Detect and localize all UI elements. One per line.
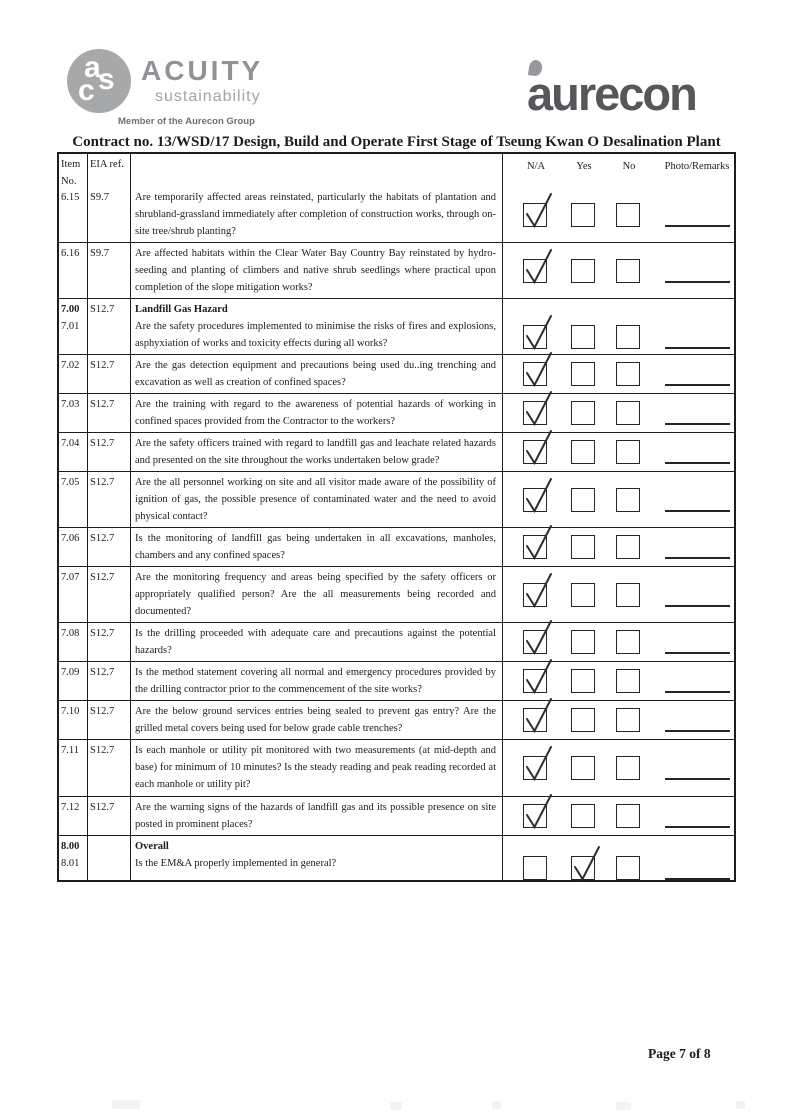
checkbox-na[interactable] [523, 325, 547, 349]
checkbox-yes[interactable] [571, 259, 595, 283]
scan-artifact [112, 1100, 140, 1109]
checkbox-na[interactable] [523, 583, 547, 607]
item-number: 6.16 [61, 248, 80, 259]
page-number: Page 7 of 8 [648, 1046, 711, 1061]
header-eia-ref: EIA ref. [88, 154, 131, 187]
question-text: Are affected habitats within the Clear Water Bay Country Bay reinstated by hydro-seeding and planting of climbers and native shrub seedlings where practical upon completion of the slope mitigation works? [135, 248, 496, 293]
checkbox-no[interactable] [616, 488, 640, 512]
remarks-line[interactable] [665, 535, 730, 559]
item-number: 7.12 [61, 802, 80, 813]
header-question [131, 154, 503, 187]
header-answer-columns [503, 154, 734, 187]
header-na: N/A [526, 161, 546, 172]
checkbox-yes[interactable] [571, 630, 595, 654]
table-row [59, 661, 734, 700]
tick-mark-icon [521, 792, 554, 833]
checkbox-yes[interactable] [571, 756, 595, 780]
checkbox-no[interactable] [616, 362, 640, 386]
scan-artifact [736, 1101, 745, 1109]
item-number: 7.09 [61, 667, 80, 678]
question-text: Are temporarily affected areas reinstated, particularly the habitats of plantation and shrubland-grassland immediately after completion of construction works, through on-site tree/shrub planting? [135, 192, 496, 237]
scan-artifact [616, 1102, 631, 1110]
checkbox-no[interactable] [616, 583, 640, 607]
tick-mark-icon [521, 191, 554, 232]
remarks-line[interactable] [665, 630, 730, 654]
table-row [59, 471, 734, 527]
item-number: 8.01 [61, 858, 80, 869]
section-title: Landfill Gas Hazard [135, 304, 228, 315]
remarks-line[interactable] [665, 488, 730, 512]
remarks-line[interactable] [665, 325, 730, 349]
checkbox-yes[interactable] [571, 325, 595, 349]
acuity-logo-text: ACUITY [141, 55, 264, 86]
tick-mark-icon [521, 523, 554, 564]
remarks-line[interactable] [665, 583, 730, 607]
checkbox-no[interactable] [616, 669, 640, 693]
scan-artifact [390, 1102, 402, 1110]
question-text: Are the below ground services entries being sealed to prevent gas entry? Are the grilled metal covers being used for below grade cable trenches? [135, 706, 496, 734]
checkbox-na[interactable] [523, 488, 547, 512]
remarks-line[interactable] [665, 708, 730, 732]
eia-ref: S12.7 [90, 304, 115, 315]
checkbox-yes[interactable] [571, 856, 595, 880]
table-row [59, 242, 734, 298]
eia-ref: S9.7 [90, 192, 109, 203]
remarks-line[interactable] [665, 401, 730, 425]
eia-ref: S12.7 [90, 533, 115, 544]
item-number: 7.03 [61, 399, 80, 410]
checkbox-na[interactable] [523, 362, 547, 386]
tick-mark-icon [569, 844, 602, 885]
tick-mark-icon [521, 744, 554, 785]
remarks-line[interactable] [665, 756, 730, 780]
item-number: 7.06 [61, 533, 80, 544]
eia-ref: S12.7 [90, 477, 115, 488]
remarks-line[interactable] [665, 203, 730, 227]
checkbox-yes[interactable] [571, 440, 595, 464]
item-number: 7.05 [61, 477, 80, 488]
item-number: 6.15 [61, 192, 80, 203]
table-row [59, 432, 734, 471]
eia-ref: S12.7 [90, 667, 115, 678]
monogram-letter-c: c [78, 74, 95, 107]
aurecon-logo-text: aurecon [527, 67, 696, 120]
checkbox-na[interactable] [523, 804, 547, 828]
table-body [59, 187, 734, 880]
checkbox-yes[interactable] [571, 708, 595, 732]
eia-ref: S12.7 [90, 628, 115, 639]
remarks-line[interactable] [665, 804, 730, 828]
tick-mark-icon [521, 247, 554, 288]
question-text: Are the monitoring frequency and areas being specified by the safety officers or appropriately qualified person? Are the all measurements being recorded and documented? [135, 572, 496, 617]
checkbox-na[interactable] [523, 259, 547, 283]
tick-mark-icon [521, 696, 554, 737]
acuity-monogram-icon [67, 49, 131, 113]
tick-mark-icon [521, 618, 554, 659]
checkbox-no[interactable] [616, 440, 640, 464]
question-text: Are the gas detection equipment and precautions being used du..ing trenching and excavation as well as creation of confined spaces? [135, 360, 496, 388]
remarks-line[interactable] [665, 669, 730, 693]
section-number: 8.00 [61, 841, 80, 852]
eia-ref: S9.7 [90, 248, 109, 259]
monogram-letter-a: a [84, 51, 101, 84]
question-text: Is the drilling proceeded with adequate care and precautions against the potential hazards? [135, 628, 496, 656]
table-row [59, 566, 734, 622]
checkbox-na[interactable] [523, 440, 547, 464]
question-text: Is the EM&A properly implemented in general? [135, 858, 337, 869]
table-row [59, 393, 734, 432]
table-row [59, 622, 734, 661]
question-text: Are the safety procedures implemented to minimise the risks of fires and explosions, asphyxiation of works and toxicity effects during all works? [135, 321, 496, 349]
checkbox-yes[interactable] [571, 583, 595, 607]
remarks-line[interactable] [665, 440, 730, 464]
checkbox-no[interactable] [616, 630, 640, 654]
header-yes: Yes [576, 161, 592, 172]
eia-ref: S12.7 [90, 438, 115, 449]
checkbox-yes[interactable] [571, 401, 595, 425]
question-text: Are the training with regard to the awareness of potential hazards of working in confined spaces provided from the Contractor to the workers? [135, 399, 496, 427]
checkbox-no[interactable] [616, 259, 640, 283]
table-row [59, 700, 734, 739]
checkbox-no[interactable] [616, 856, 640, 880]
item-number: 7.04 [61, 438, 80, 449]
eia-ref: S12.7 [90, 572, 115, 583]
tick-mark-icon [521, 428, 554, 469]
checkbox-no[interactable] [616, 203, 640, 227]
tick-mark-icon [521, 350, 554, 391]
remarks-line[interactable] [665, 362, 730, 386]
scan-artifact [492, 1101, 501, 1109]
eia-ref: S12.7 [90, 360, 115, 371]
tick-mark-icon [521, 476, 554, 517]
checkbox-yes[interactable] [571, 488, 595, 512]
item-number: 7.02 [61, 360, 80, 371]
item-number: 7.10 [61, 706, 80, 717]
checkbox-na[interactable] [523, 203, 547, 227]
question-text: Is the method statement covering all normal and emergency procedures provided by the drilling contractor prior to the commencement of the site works? [135, 667, 496, 695]
eia-ref: S12.7 [90, 802, 115, 813]
table-row [59, 835, 734, 880]
remarks-line[interactable] [665, 259, 730, 283]
question-text: Is the monitoring of landfill gas being undertaken in all excavations, manholes, chambers and any confined spaces? [135, 533, 496, 561]
table-row [59, 298, 734, 354]
checkbox-na[interactable] [523, 708, 547, 732]
checkbox-no[interactable] [616, 325, 640, 349]
checkbox-na[interactable] [523, 856, 547, 880]
checkbox-yes[interactable] [571, 362, 595, 386]
question-text: Are the all personnel working on site and all visitor made aware of the possibility of ignition of gas, the possible presence of contaminated water and the need to avoid physical contact? [135, 477, 496, 522]
table-row [59, 739, 734, 796]
checkbox-no[interactable] [616, 708, 640, 732]
item-number: 7.01 [61, 321, 80, 332]
remarks-line[interactable] [665, 856, 730, 880]
header-item-no: Item No. [59, 154, 88, 187]
eia-ref: S12.7 [90, 745, 115, 756]
header-no: No [622, 161, 636, 172]
section-number: 7.00 [61, 304, 80, 315]
table-row [59, 187, 734, 242]
item-number: 7.08 [61, 628, 80, 639]
table-row [59, 354, 734, 393]
checkbox-na[interactable] [523, 630, 547, 654]
acuity-subtitle: sustainability [155, 88, 261, 105]
checkbox-no[interactable] [616, 535, 640, 559]
aurecon-logo [527, 56, 747, 120]
checkbox-no[interactable] [616, 756, 640, 780]
header-photo-remarks: Photo/Remarks [664, 161, 730, 172]
checkbox-no[interactable] [616, 401, 640, 425]
monogram-letter-s: s [98, 63, 115, 96]
checkbox-yes[interactable] [571, 535, 595, 559]
section-title: Overall [135, 841, 169, 852]
checkbox-na[interactable] [523, 669, 547, 693]
table-row [59, 796, 734, 835]
item-number: 7.07 [61, 572, 80, 583]
checkbox-yes[interactable] [571, 203, 595, 227]
question-text: Is each manhole or utility pit monitored with two measurements (at mid-depth and base) for minimum of 10 minutes? Is the steady reading and peak reading recorded at each manhole or utility pit? [135, 745, 496, 790]
question-text: Are the safety officers trained with regard to landfill gas and leachate related hazards and presented on the site throughout the works undertaken below grade? [135, 438, 496, 466]
checklist-table [57, 152, 736, 882]
aurecon-member-line: Member of the Aurecon Group [118, 116, 255, 127]
tick-mark-icon [521, 313, 554, 354]
checkbox-yes[interactable] [571, 669, 595, 693]
checkbox-na[interactable] [523, 756, 547, 780]
tick-mark-icon [521, 389, 554, 430]
checkbox-no[interactable] [616, 804, 640, 828]
tick-mark-icon [521, 657, 554, 698]
contract-title: Contract no. 13/WSD/17 Design, Build and Operate First Stage of Tseung Kwan O Desalination Plant [72, 134, 721, 150]
checkbox-na[interactable] [523, 401, 547, 425]
checkbox-yes[interactable] [571, 804, 595, 828]
eia-ref: S12.7 [90, 399, 115, 410]
item-number: 7.11 [61, 745, 79, 756]
tick-mark-icon [521, 571, 554, 612]
question-text: Are the warning signs of the hazards of landfill gas and its possible presence on site posted in prominent places? [135, 802, 496, 830]
table-header-row [59, 154, 734, 187]
checkbox-na[interactable] [523, 535, 547, 559]
table-row [59, 527, 734, 566]
eia-ref: S12.7 [90, 706, 115, 717]
